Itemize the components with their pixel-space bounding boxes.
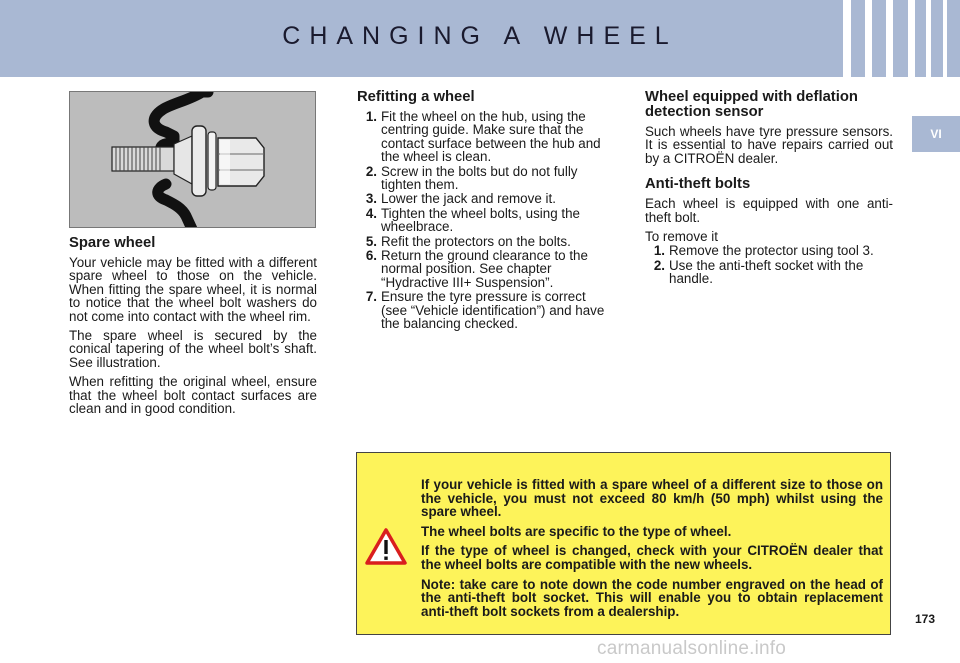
anti-theft-heading: Anti-theft bolts — [645, 176, 751, 193]
step-number: 7. — [365, 289, 377, 305]
deflation-text: Such wheels have tyre pressure sensors. It is essential to have repairs carried out by a CITROËN dealer. — [645, 124, 893, 166]
warning-text — [421, 478, 883, 624]
spare-wheel-heading: Spare wheel — [69, 235, 156, 251]
list-item — [357, 165, 607, 192]
list-item — [357, 249, 607, 289]
page-number: 173 — [914, 612, 936, 626]
warning-paragraph: The wheel bolts are specific to the type of wheel. — [421, 523, 732, 539]
step-number: 5. — [365, 233, 377, 249]
spare-wheel-paragraph: The spare wheel is secured by the conical tapering of the wheel bolt’s shaft. See illustration. — [69, 328, 317, 370]
step-text: Refit the protectors on the bolts. — [381, 233, 571, 249]
anti-theft-steps — [645, 244, 893, 285]
warning-paragraph: If your vehicle is fitted with a spare wheel of a different size to those on the vehicle, you must not exceed 80 km/h (50 mph) whilst using the spare wheel. — [421, 477, 883, 520]
refitting-heading: Refitting a wheel — [357, 89, 475, 105]
step-number: 2. — [365, 163, 377, 179]
warning-triangle-icon — [365, 528, 407, 565]
anti-theft-intro: To remove it — [645, 229, 718, 245]
step-number: 6. — [365, 248, 377, 264]
wheel-bolt-illustration — [69, 91, 316, 228]
sensor-section — [645, 90, 893, 287]
wheel-bolt-icon — [70, 92, 316, 228]
step-number: 1. — [653, 243, 665, 259]
warning-paragraph: If the type of wheel is changed, check with your CITROËN dealer that the wheel bolts are compatible with the new wheels. — [421, 543, 883, 572]
header-stripe — [908, 0, 915, 77]
header-band — [0, 0, 960, 77]
step-number: 3. — [365, 191, 377, 207]
list-item — [357, 207, 607, 234]
step-text: Remove the protector using tool 3. — [669, 243, 874, 259]
chapter-tab[interactable]: VI — [912, 116, 960, 152]
header-stripe — [865, 0, 872, 77]
header-stripe — [926, 0, 931, 77]
list-item — [357, 110, 607, 164]
page-title: CHANGING A WHEEL — [282, 22, 678, 50]
refitting-steps — [357, 110, 607, 331]
spare-wheel-paragraph: When refitting the original wheel, ensure that the wheel bolt contact surfaces are clean and in good condition. — [69, 374, 317, 417]
list-item — [645, 259, 893, 286]
refitting-section — [357, 90, 607, 332]
watermark: carmanualsonline.info — [597, 638, 787, 659]
step-text: Screw in the bolts but do not fully tighten them. — [381, 163, 578, 193]
step-text: Tighten the wheel bolts, using the wheelbrace. — [381, 205, 581, 235]
spare-wheel-paragraph: Your vehicle may be fitted with a different spare wheel to those on the vehicle. When fitting the spare wheel, it is normal to notice that the wheel bolt washers do not come into contact with the wheel rim. — [69, 255, 317, 324]
deflation-heading: Wheel equipped with deflation detection sensor — [645, 89, 858, 120]
list-item — [645, 244, 893, 257]
spare-wheel-section — [69, 236, 317, 421]
step-number: 4. — [365, 205, 377, 221]
anti-theft-text: Each wheel is equipped with one anti-theft bolt. — [645, 196, 893, 225]
step-text: Return the ground clearance to the normal position. See chapter “Hydractive III+ Suspension”. — [381, 248, 588, 290]
step-text: Use the anti-theft socket with the handle. — [669, 257, 864, 287]
header-stripe — [943, 0, 947, 77]
list-item — [357, 235, 607, 248]
list-item — [357, 290, 607, 330]
header-stripe — [886, 0, 893, 77]
step-number: 2. — [653, 257, 665, 273]
list-item — [357, 192, 607, 205]
step-text: Fit the wheel on the hub, using the centring guide. Make sure that the contact surface between the hub and the wheel is clean. — [381, 109, 601, 165]
header-stripe — [843, 0, 851, 77]
warning-paragraph: Note: take care to note down the code number engraved on the head of the anti-theft bolt socket. This will enable you to obtain replacement anti-theft bolt sockets from a dealership. — [421, 576, 883, 619]
step-text: Ensure the tyre pressure is correct (see “Vehicle identification”) and have the balancing checked. — [381, 289, 605, 332]
step-number: 1. — [365, 109, 377, 124]
step-text: Lower the jack and remove it. — [381, 191, 556, 207]
